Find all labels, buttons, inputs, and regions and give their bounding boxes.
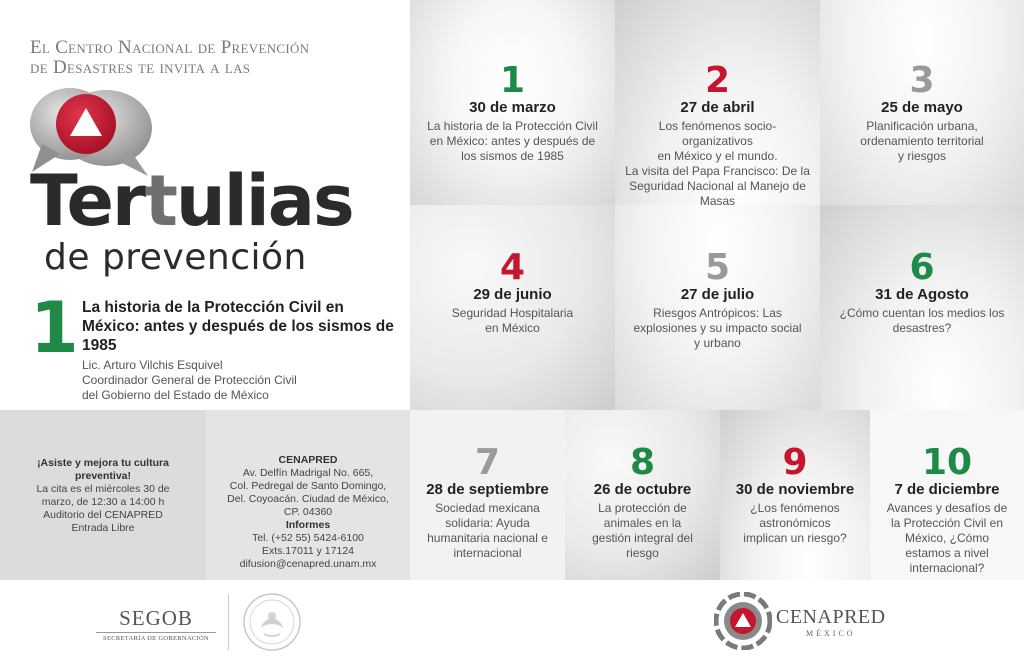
topic-line: la Protección Civil en [890, 516, 1004, 530]
topic-line: desastres? [892, 321, 952, 335]
contact-informes-label: Informes [285, 519, 331, 531]
topic-line: y urbano [694, 336, 741, 350]
session-date: 29 de junio [473, 286, 552, 303]
topic-line: humanitaria nacional e [427, 531, 548, 545]
session-topic [571, 501, 714, 561]
logo-wordmark [30, 160, 353, 242]
session-tile [410, 0, 615, 205]
topic-line: estamos a nivel [905, 546, 989, 560]
speaker-name: Lic. Arturo Vilchis Esquivel [82, 358, 223, 372]
session-topic [420, 306, 605, 336]
session-number: 3 [909, 60, 935, 101]
session-number: 4 [499, 247, 526, 288]
topic-line: riesgo [626, 546, 659, 560]
logo-wordmark-part: Ter [30, 160, 145, 242]
session-date: 27 de julio [680, 286, 755, 303]
speaker-role: del Gobierno del Estado de México [82, 388, 269, 402]
session-topic [874, 501, 1020, 576]
session-date: 26 de octubre [593, 481, 692, 498]
contact-address: Del. Coyoacán. Ciudad de México, [227, 493, 389, 505]
footer [0, 580, 1024, 663]
topic-line: Avances y desafíos de [886, 501, 1008, 515]
contact-email[interactable]: difusion@cenapred.unam.mx [239, 558, 377, 570]
session-tile [410, 410, 565, 580]
speaker-info [82, 358, 382, 403]
topic-line: en México y el mundo. [657, 149, 778, 163]
topic-line: astronómicos [759, 516, 831, 530]
contact-address: CP. 04360 [283, 506, 333, 518]
attendance-heading: ¡Asiste y mejora tu cultura [37, 457, 169, 469]
session-tile [615, 0, 820, 205]
topic-line: solidaria: Ayuda [445, 516, 530, 530]
session-topic [830, 119, 1014, 164]
topic-line: en México [485, 321, 540, 335]
topic-line: Planificación urbana, [866, 119, 978, 133]
topic-line: La visita del Papa Francisco: De la [625, 164, 810, 178]
session-date: 27 de abril [680, 99, 755, 116]
cenapred-wordmark [776, 606, 886, 638]
invitation-line: El Centro Nacional de Prevención [30, 37, 310, 58]
topic-line: ¿Los fenómenos [750, 501, 840, 515]
topic-line: ordenamiento territorial [860, 134, 984, 148]
session-topic [416, 501, 559, 561]
topic-line: los sismos de 1985 [461, 149, 564, 163]
attendance-line: La cita es el miércoles 30 de [36, 483, 170, 495]
invitation-line: de Desastres te invita a las [30, 57, 251, 78]
attendance-info [0, 410, 206, 580]
topic-line: México, ¿Cómo [904, 531, 990, 545]
session-number: 2 [704, 60, 731, 101]
session-tile [615, 205, 820, 410]
session-tile [870, 410, 1024, 580]
topic-line: internacional [453, 546, 522, 560]
session-number: 5 [704, 247, 731, 288]
session-tile [410, 205, 615, 410]
cenapred-logo-icon [714, 592, 772, 650]
topic-line: implican un riesgo? [743, 531, 847, 545]
attendance-line: Auditorio del CENAPRED [43, 509, 163, 521]
session-date: 28 de septiembre [426, 481, 549, 498]
topic-line: ¿Cómo cuentan los medios los [839, 306, 1005, 320]
topic-line: animales en la [603, 516, 682, 530]
session-date: 31 de Agosto [875, 286, 969, 303]
attendance-line: Entrada Libre [71, 522, 135, 534]
session-date: 25 de mayo [881, 99, 963, 116]
logo-subtitle: de prevención [44, 237, 307, 278]
segob-logo [96, 606, 216, 642]
segob-name: SEGOB [119, 606, 193, 630]
topic-line: en México: antes y después de [429, 134, 596, 148]
contact-extensions: Exts.17011 y 17124 [261, 545, 355, 557]
national-seal-icon [240, 590, 304, 654]
cenapred-name: CENAPRED [776, 606, 886, 628]
featured-session-title: La historia de la Protección Civil en México: antes y después de los sismos de 1985 [82, 299, 394, 354]
session-topic [724, 501, 866, 546]
topic-line: Riesgos Antrópicos: Las [653, 306, 782, 320]
session-tile [820, 0, 1024, 205]
contact-phone: Tel. (+52 55) 5424-6100 [252, 532, 364, 544]
session-tile [565, 410, 720, 580]
session-date: 7 de diciembre [894, 481, 1000, 498]
attendance-heading: preventiva! [74, 470, 132, 482]
topic-line: Los fenómenos socio-organizativos [658, 119, 777, 148]
topic-line: Seguridad Nacional al Manejo de [629, 179, 806, 193]
session-tile [820, 205, 1024, 410]
contact-info [206, 410, 410, 580]
session-number: 1 [499, 60, 526, 101]
session-number: 9 [782, 442, 808, 483]
session-tile [720, 410, 870, 580]
topic-line: internacional? [909, 561, 985, 575]
footer-divider [228, 594, 229, 650]
cenapred-country: MÉXICO [806, 629, 856, 638]
topic-line: Seguridad Hospitalaria [451, 306, 574, 320]
session-number: 7 [474, 442, 501, 483]
contact-org: CENAPRED [278, 454, 338, 466]
session-number: 6 [909, 247, 935, 288]
session-number: 10 [921, 442, 973, 483]
session-topic [625, 306, 810, 351]
session-number: 8 [629, 442, 656, 483]
intro-panel [0, 0, 410, 410]
topic-line: explosiones y su impacto social [633, 321, 802, 335]
logo-wordmark-part: ulias [175, 160, 353, 242]
session-topic [625, 119, 810, 205]
session-topic [830, 306, 1014, 336]
topic-line: La historia de la Protección Civil [427, 119, 598, 133]
logo-wordmark-part: t [144, 160, 176, 242]
session-date: 30 de marzo [469, 99, 556, 116]
session-topic [420, 119, 605, 164]
topic-line: Sociedad mexicana [435, 501, 540, 515]
contact-address: Col. Pedregal de Santo Domingo, [229, 480, 387, 492]
featured-session-number: 1 [30, 287, 79, 369]
topic-line: gestión integral del [592, 531, 693, 545]
speaker-role: Coordinador General de Protección Civil [82, 373, 297, 387]
invitation-heading [30, 38, 400, 78]
topic-line: La protección de [598, 501, 687, 515]
topic-line: y riesgos [897, 149, 947, 163]
contact-address: Av. Delfín Madrigal No. 665, [242, 467, 374, 479]
segob-subtitle: SECRETARÍA DE GOBERNACIÓN [96, 632, 216, 642]
topic-line: Masas [699, 194, 736, 205]
session-date: 30 de noviembre [735, 481, 855, 498]
attendance-line: marzo, de 12:30 a 14:00 h [41, 496, 165, 508]
